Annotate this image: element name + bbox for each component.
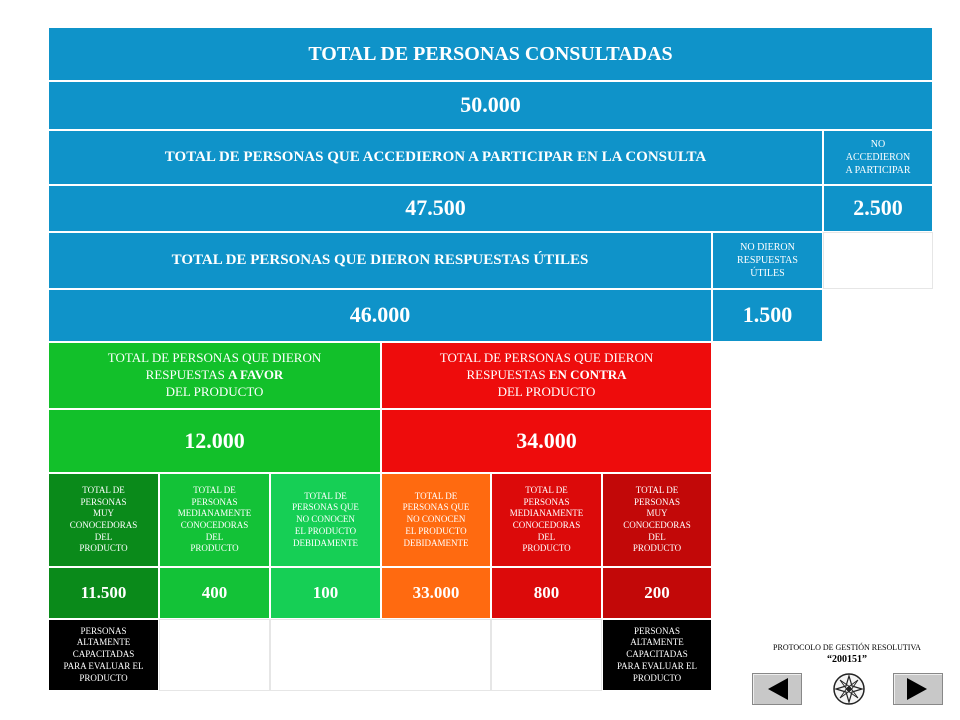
cat-line: DEL <box>648 531 666 542</box>
a-favor-value: 12.000 <box>184 427 245 453</box>
no-respuestas-utiles-header <box>712 232 823 289</box>
capacitadas-line: PRODUCTO <box>632 672 682 683</box>
cat-value: 11.500 <box>80 582 127 602</box>
cat-line: PERSONAS <box>523 496 570 507</box>
cat-line: PRODUCTO <box>522 543 571 554</box>
cat-value: 100 <box>312 582 339 602</box>
en-contra-value: 34.000 <box>516 427 577 453</box>
cat-line: PRODUCTO <box>632 543 682 554</box>
cat-line: CONOCEDORAS <box>623 520 691 530</box>
cat-line: NO CONOCEN <box>406 514 466 525</box>
favor-medianamente-value <box>159 567 270 619</box>
capacitadas-line: PARA EVALUAR EL <box>616 660 697 671</box>
contra-muy-conocedoras-value <box>602 567 712 619</box>
compass-rose-icon <box>832 672 866 706</box>
a-favor-emphasis: A FAVOR <box>228 367 284 383</box>
home-button[interactable] <box>832 672 866 706</box>
capacitadas-line: CAPACITADAS <box>626 649 688 660</box>
cat-line: MUY <box>92 508 114 519</box>
en-contra-line3: DEL PRODUCTO <box>497 383 596 399</box>
cat-value: 33.000 <box>412 582 460 602</box>
capacitadas-line: PRODUCTO <box>79 672 128 683</box>
cat-line: PRODUCTO <box>79 543 128 554</box>
cat-line: DEBIDAMENTE <box>403 537 469 548</box>
total-consultadas-label: TOTAL DE PERSONAS CONSULTADAS <box>308 43 673 65</box>
a-favor-line1: TOTAL DE PERSONAS QUE DIERON <box>107 350 322 366</box>
a-favor-line3: DEL PRODUCTO <box>165 383 264 399</box>
prev-slide-button[interactable] <box>752 673 802 705</box>
contra-medianamente-header <box>491 473 602 567</box>
cat-line: PERSONAS <box>80 496 127 507</box>
favor-muy-conocedoras-header <box>48 473 159 567</box>
cat-line: TOTAL DE <box>82 484 125 495</box>
altamente-capacitadas-favor <box>48 619 159 691</box>
respuestas-utiles-value: 46.000 <box>349 302 411 328</box>
cat-line: EL PRODUCTO <box>405 525 467 536</box>
en-contra-line2 <box>466 367 626 384</box>
accedieron-value: 47.500 <box>405 195 466 221</box>
cat-line: TOTAL DE <box>635 484 679 495</box>
capacitadas-line: PERSONAS <box>80 625 127 636</box>
accedieron-value-cell <box>48 185 823 232</box>
cat-line: CONOCEDORAS <box>512 520 581 530</box>
cat-line: DEL <box>94 531 113 542</box>
empty-cell <box>823 232 933 289</box>
accedieron-header <box>48 130 823 185</box>
no-accedieron-line1: NO <box>870 139 886 150</box>
no-respuestas-utiles-line2: RESPUESTAS <box>737 255 798 266</box>
protocol-code: “200151” <box>827 654 867 666</box>
favor-no-conocen-value <box>270 567 381 619</box>
contra-no-conocen-value <box>381 567 491 619</box>
no-accedieron-value-cell <box>823 185 933 232</box>
arrow-left-icon <box>753 674 801 704</box>
empty-cell <box>491 619 602 691</box>
capacitadas-line: ALTAMENTE <box>630 637 684 648</box>
total-consultadas-value-cell <box>48 81 933 130</box>
protocol-label: PROTOCOLO DE GESTIÓN RESOLUTIVA <box>773 643 921 652</box>
a-favor-line2 <box>146 367 284 384</box>
capacitadas-line: PERSONAS <box>633 625 680 636</box>
protocol-caption <box>752 642 942 667</box>
no-accedieron-value: 2.500 <box>853 195 903 221</box>
no-accedieron-header <box>823 130 933 185</box>
altamente-capacitadas-contra <box>602 619 712 691</box>
en-contra-line2-prefix: RESPUESTAS <box>466 367 549 383</box>
favor-muy-conocedoras-value <box>48 567 159 619</box>
no-respuestas-utiles-value-cell <box>712 289 823 342</box>
cat-value: 800 <box>533 582 560 602</box>
total-consultadas-value: 50.000 <box>460 92 521 118</box>
en-contra-header <box>381 342 712 409</box>
no-respuestas-utiles-value: 1.500 <box>742 302 793 328</box>
contra-medianamente-value <box>491 567 602 619</box>
cat-value: 200 <box>644 582 670 602</box>
cat-line: MEDIANAMENTE <box>177 508 252 519</box>
cat-line: EL PRODUCTO <box>294 525 357 536</box>
contra-muy-conocedoras-header <box>602 473 712 567</box>
capacitadas-line: PARA EVALUAR EL <box>63 660 144 671</box>
respuestas-utiles-value-cell <box>48 289 712 342</box>
no-accedieron-line3: A PARTICIPAR <box>845 165 911 176</box>
cat-line: PERSONAS <box>633 496 680 507</box>
cat-line: PERSONAS QUE <box>402 502 470 513</box>
arrow-right-icon <box>894 674 942 704</box>
capacitadas-line: CAPACITADAS <box>72 649 135 660</box>
a-favor-line2-prefix: RESPUESTAS <box>145 367 229 383</box>
capacitadas-line: ALTAMENTE <box>76 637 131 648</box>
favor-no-conocen-header <box>270 473 381 567</box>
cat-line: TOTAL DE <box>525 484 568 495</box>
cat-line: MEDIANAMENTE <box>509 508 584 519</box>
empty-cell <box>270 619 491 691</box>
cat-line: DEL <box>537 531 556 542</box>
cat-line: CONOCEDORAS <box>180 520 249 530</box>
cat-line: TOTAL DE <box>304 490 347 501</box>
cat-line: PERSONAS QUE <box>292 502 359 513</box>
a-favor-header <box>48 342 381 409</box>
cat-line: MUY <box>646 508 668 519</box>
next-slide-button[interactable] <box>893 673 943 705</box>
no-respuestas-utiles-line3: ÚTILES <box>750 268 785 279</box>
total-consultadas-header <box>48 27 933 81</box>
a-favor-value-cell <box>48 409 381 473</box>
favor-medianamente-header <box>159 473 270 567</box>
contra-no-conocen-header <box>381 473 491 567</box>
en-contra-line1: TOTAL DE PERSONAS QUE DIERON <box>439 350 654 366</box>
no-respuestas-utiles-line1: NO DIERON <box>740 242 795 253</box>
cat-line: TOTAL DE <box>414 490 458 501</box>
cat-line: DEL <box>205 531 224 542</box>
empty-cell <box>159 619 270 691</box>
cat-line: PRODUCTO <box>190 543 239 554</box>
accedieron-label: TOTAL DE PERSONAS QUE ACCEDIERON A PARTICIPAR EN LA CONSULTA <box>164 148 707 165</box>
respuestas-utiles-label: TOTAL DE PERSONAS QUE DIERON RESPUESTAS ÚTILES <box>171 251 589 268</box>
cat-line: CONOCEDORAS <box>69 520 138 530</box>
en-contra-value-cell <box>381 409 712 473</box>
en-contra-emphasis: EN CONTRA <box>548 367 627 383</box>
cat-line: DEBIDAMENTE <box>293 537 358 548</box>
cat-line: PERSONAS <box>191 496 238 507</box>
no-accedieron-line2: ACCEDIERON <box>845 152 911 163</box>
cat-value: 400 <box>201 582 228 602</box>
cat-line: TOTAL DE <box>193 484 236 495</box>
cat-line: NO CONOCEN <box>296 514 355 525</box>
respuestas-utiles-header <box>48 232 712 289</box>
